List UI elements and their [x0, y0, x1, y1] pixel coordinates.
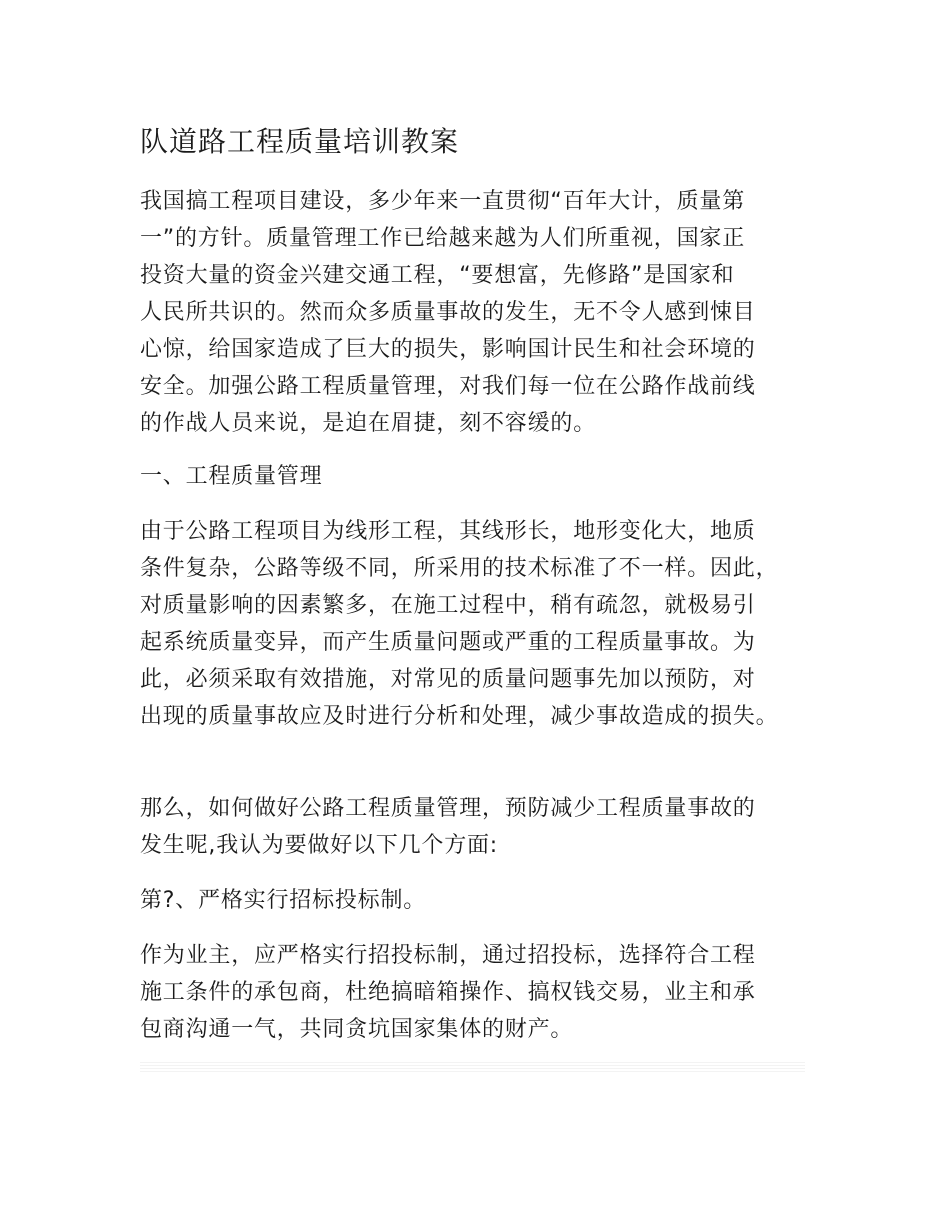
point-body-line: 施工条件的承包商，杜绝搞暗箱操作、搞权钱交易，业主和承	[140, 980, 756, 1005]
section-body-line: 对质量影响的因素繁多，在施工过程中，稍有疏忽，就极易引	[140, 593, 756, 618]
section-body-line: 出现的质量事故应及时进行分析和处理，减少事故造成的损失。	[140, 704, 779, 729]
question-line: 发生呢,我认为要做好以下几个方面:	[140, 833, 499, 858]
intro-line: 的作战人员来说，是迫在眉捷，刻不容缓的。	[140, 411, 597, 436]
section-body-paragraph	[140, 513, 830, 735]
question-paragraph	[140, 790, 830, 864]
intro-line: 安全。加强公路工程质量管理，对我们每一位在公路作战前线	[140, 374, 756, 399]
point-heading-text: 第?、严格实行招标投标制。	[140, 888, 427, 913]
section-heading-text: 一、工程质量管理	[140, 464, 323, 489]
section-body-line: 此，必须采取有效措施，对常见的质量问题事先加以预防，对	[140, 667, 756, 692]
section-body-line: 由于公路工程项目为线形工程，其线形长，地形变化大，地质	[140, 519, 756, 544]
page-footer-rule	[140, 1062, 805, 1072]
section-heading-quality-management	[140, 458, 830, 495]
point-body-line: 作为业主，应严格实行招投标制，通过招投标，选择符合工程	[140, 943, 756, 968]
intro-line: 人民所共识的。然而众多质量事故的发生，无不令人感到悚目	[140, 300, 756, 325]
point-body-line: 包商沟通一气，共同贪坑国家集体的财产。	[140, 1017, 574, 1042]
point-body-paragraph	[140, 937, 830, 1048]
intro-line: 我国搞工程项目建设，多少年来一直贯彻“百年大计，质量第	[140, 189, 745, 214]
question-line: 那么，如何做好公路工程质量管理，预防减少工程质量事故的	[140, 796, 756, 821]
intro-line: 一”的方针。质量管理工作已给越来越为人们所重视，国家正	[140, 226, 745, 251]
point-heading-bidding	[140, 882, 830, 919]
document-title: 队道路工程质量培训教案	[140, 125, 460, 158]
intro-paragraph	[140, 183, 830, 442]
intro-line: 投资大量的资金兴建交通工程，“要想富，先修路”是国家和	[140, 263, 735, 288]
section-body-line: 条件复杂，公路等级不同，所采用的技术标准了不一样。因此，	[140, 556, 779, 581]
intro-line: 心惊，给国家造成了巨大的损失，影响国计民生和社会环境的	[140, 337, 756, 362]
section-body-line: 起系统质量变异，而产生质量问题或严重的工程质量事故。为	[140, 630, 756, 655]
